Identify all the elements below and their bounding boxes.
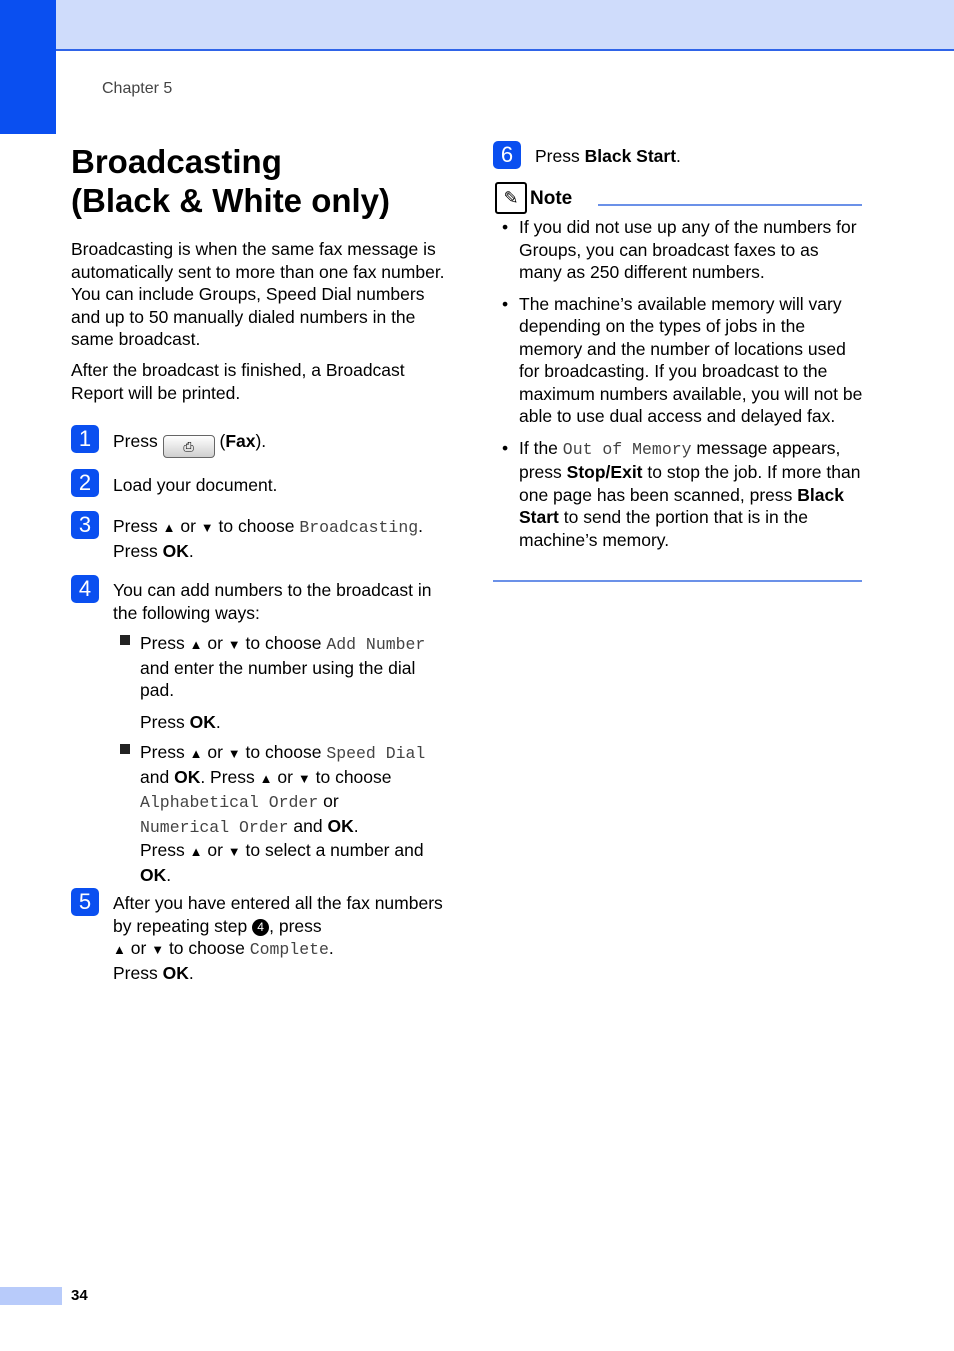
step-6 xyxy=(493,141,862,171)
step-text: You can add numbers to the broadcast in the following ways: xyxy=(113,580,432,623)
step-text xyxy=(535,145,875,168)
note-bottom-divider xyxy=(493,580,862,582)
step-3 xyxy=(71,511,446,561)
step-1 xyxy=(71,425,446,455)
word: to choose xyxy=(245,742,322,762)
word: to stop the job. If more than one page has been scanned, press xyxy=(519,462,861,505)
ok-key: OK xyxy=(174,766,201,787)
word: to choose xyxy=(245,633,322,653)
ok-key: OK xyxy=(327,815,354,836)
word: or xyxy=(180,516,196,536)
step-number: 4 xyxy=(71,575,99,603)
menu-option: Alphabetical Order xyxy=(140,793,319,812)
up-arrow-icon: ▲ xyxy=(162,520,176,535)
up-arrow-icon: ▲ xyxy=(189,844,203,859)
word: Press xyxy=(140,742,185,762)
up-arrow-icon: ▲ xyxy=(113,942,126,957)
word: to choose xyxy=(315,766,392,787)
ok-key: OK xyxy=(162,540,189,561)
note-item xyxy=(500,437,865,552)
up-arrow-icon: ▲ xyxy=(189,746,203,761)
menu-option: Speed Dial xyxy=(326,744,426,763)
word: and xyxy=(293,815,323,836)
note-divider xyxy=(598,204,862,206)
note-item: • If you did not use up any of the numbers for Groups, you can broadcast faxes to as many as 250 different numbers. xyxy=(500,216,865,284)
word: or xyxy=(130,938,147,958)
menu-option: Broadcasting xyxy=(299,518,419,537)
word: Press xyxy=(535,146,580,166)
word: to choose xyxy=(168,938,245,958)
black-start-key: Black Start xyxy=(584,146,677,166)
step-number: 2 xyxy=(71,469,99,497)
menu-option: Out of Memory xyxy=(562,439,692,459)
step-text xyxy=(113,515,453,562)
intro-paragraph: Broadcasting is when the same fax message is automatically sent to more than one fax number. You can include Groups, Speed Dial numbers and up to 50 manually dialed numbers in the same broadcast. xyxy=(71,239,445,349)
note-header xyxy=(495,182,862,212)
word: or xyxy=(207,742,223,762)
chapter-label: Chapter 5 xyxy=(102,80,173,97)
word: message appears, press xyxy=(519,437,841,482)
word: and enter the number using the dial pad. xyxy=(140,657,416,700)
fax-button-icon[interactable]: ⎙ xyxy=(163,435,215,458)
down-arrow-icon: ▼ xyxy=(227,844,241,859)
word: . xyxy=(418,516,424,536)
page-number-band xyxy=(0,1287,62,1305)
step-4 xyxy=(71,575,446,625)
ok-key: OK xyxy=(189,711,216,732)
down-arrow-icon: ▼ xyxy=(227,637,241,652)
step-number: 3 xyxy=(71,511,99,539)
word: After you have entered all the fax numbers by repeating step xyxy=(113,893,443,936)
square-bullet-icon xyxy=(120,635,130,645)
menu-option: Add Number xyxy=(326,635,426,654)
note-title: Note xyxy=(530,188,573,209)
chapter-tab xyxy=(0,0,56,134)
step-number: 1 xyxy=(71,425,99,453)
step-text xyxy=(113,430,453,458)
word: . xyxy=(188,962,194,983)
bullet-text xyxy=(140,632,445,733)
word: to send the portion that is in the machine’s memory. xyxy=(519,507,808,550)
menu-option: Complete xyxy=(249,940,329,959)
word: or xyxy=(323,791,339,811)
step-number: 5 xyxy=(71,888,99,916)
word: If the xyxy=(519,437,558,458)
header-band xyxy=(0,0,954,51)
title-line-2: (Black & White only) xyxy=(71,182,391,219)
word: . xyxy=(166,864,172,885)
paren-close: ). xyxy=(255,431,267,451)
down-arrow-icon: ▼ xyxy=(200,520,214,535)
word: Press xyxy=(140,840,185,860)
step-ref-badge: 4 xyxy=(252,919,269,936)
word: . xyxy=(353,815,359,836)
bullet-speed-dial xyxy=(120,741,440,885)
bullet-add-number xyxy=(120,632,440,732)
word: Press xyxy=(140,633,185,653)
down-arrow-icon: ▼ xyxy=(297,770,311,786)
step-text xyxy=(113,892,453,984)
down-arrow-icon: ▼ xyxy=(151,942,165,957)
note-pencil-icon: ✎ xyxy=(495,182,527,214)
word: Press xyxy=(113,540,158,561)
word: to choose xyxy=(218,516,295,536)
word: to select a number and xyxy=(245,840,424,860)
down-arrow-icon: ▼ xyxy=(227,746,241,761)
bullet-text xyxy=(140,741,445,886)
step-2 xyxy=(71,469,446,499)
step-5 xyxy=(71,888,446,983)
word: or xyxy=(277,766,293,787)
menu-option: Numerical Order xyxy=(140,817,289,837)
paren-open: ( xyxy=(219,431,226,451)
word: Press xyxy=(113,962,158,983)
press-ok-line xyxy=(140,711,445,734)
step-text: Load your document. xyxy=(113,475,278,495)
intro-paragraph-2: After the broadcast is finished, a Broadcast Report will be printed. xyxy=(71,360,405,403)
page-title xyxy=(71,142,390,220)
fax-label: Fax xyxy=(225,431,256,451)
note-list xyxy=(500,216,865,560)
ok-key: OK xyxy=(140,864,167,885)
word: . xyxy=(328,938,334,958)
word: . Press xyxy=(200,766,255,787)
word: or xyxy=(207,840,223,860)
ok-key: OK xyxy=(162,962,189,983)
page-number: 34 xyxy=(71,1287,88,1304)
step-number: 6 xyxy=(493,141,521,169)
note-item: • The machine’s available memory will vary depending on the types of jobs in the memory and the number of locations used for broadcasting. If you broadcast to the maximum numbers available, you will not be able to use dual access and delayed fax. xyxy=(500,293,865,428)
word: . xyxy=(215,711,221,732)
title-line-1: Broadcasting xyxy=(71,143,282,180)
word: . xyxy=(188,540,194,561)
word: Press xyxy=(113,516,158,536)
word: and xyxy=(140,766,170,787)
up-arrow-icon: ▲ xyxy=(259,770,273,786)
black-start-key: Black Start xyxy=(519,484,844,527)
word: , press xyxy=(269,915,322,936)
square-bullet-icon xyxy=(120,744,130,754)
step-word: Press xyxy=(113,431,158,451)
stop-exit-key: Stop/Exit xyxy=(566,462,643,482)
word: . xyxy=(676,146,681,166)
word: or xyxy=(207,633,223,653)
up-arrow-icon: ▲ xyxy=(189,637,203,652)
word: Press xyxy=(140,711,185,732)
